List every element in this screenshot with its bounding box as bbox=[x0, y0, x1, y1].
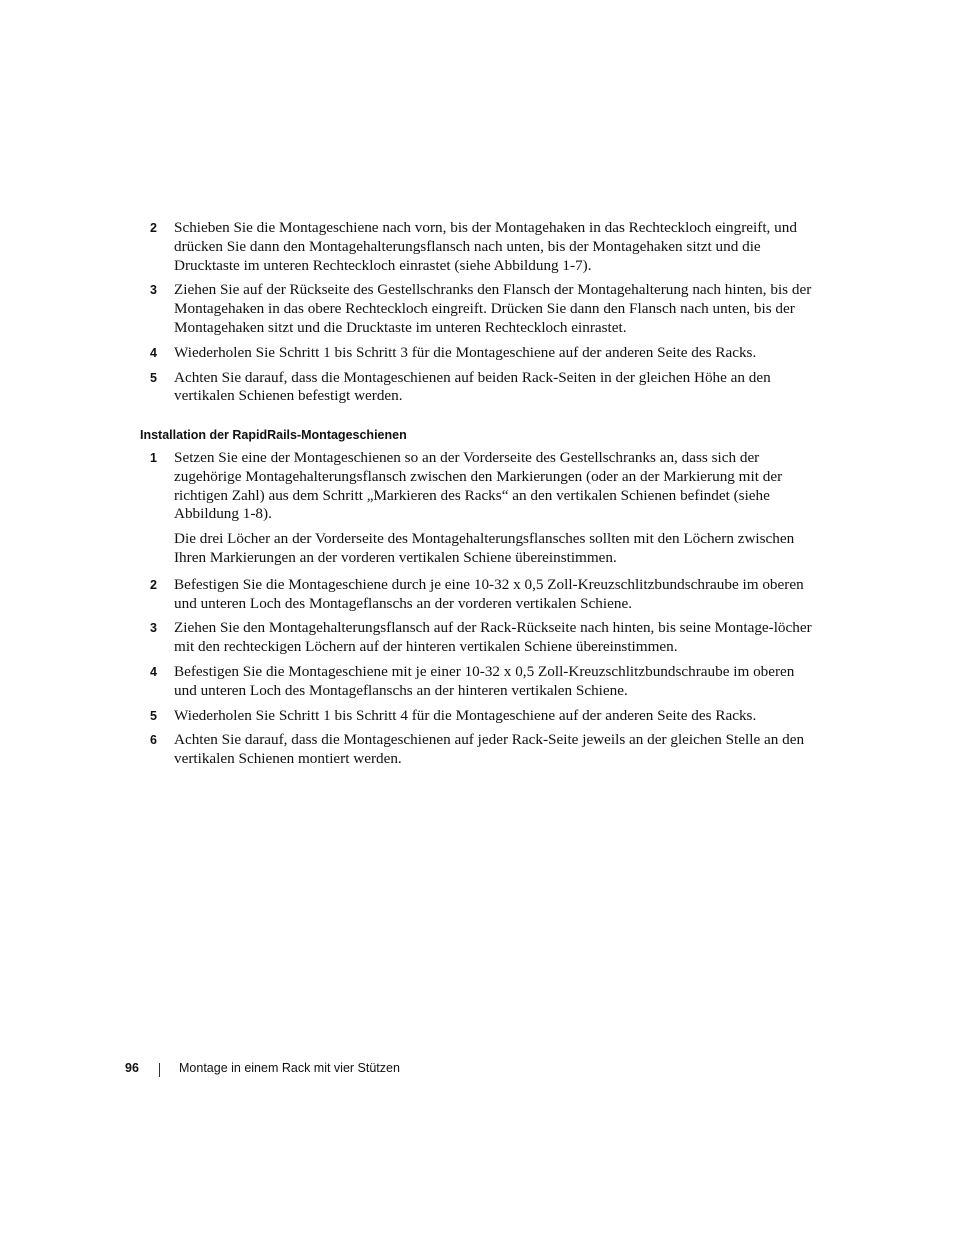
step-note: Die drei Löcher an der Vorderseite des Montagehalterungsflansches sollten mit den Löchern zwischen Ihren Markierungen an der vorderen vertikalen Schiene übereinstimmen. bbox=[174, 530, 795, 566]
step-number: 1 bbox=[150, 451, 157, 465]
section-heading: Installation der RapidRails-Montageschienen bbox=[140, 428, 407, 442]
step-number: 3 bbox=[150, 621, 157, 636]
step-number: 6 bbox=[150, 733, 157, 748]
footer-title: Montage in einem Rack mit vier Stützen bbox=[179, 1061, 400, 1075]
step-text: Setzen Sie eine der Montageschienen so an der Vorderseite des Gestellschranks an, dass sich der zugehörige Montagehalterungsflansch zwischen den Markierungen (oder an der Markierung mit der richtigen Zahl) aus dem Schritt „Markieren des Racks“ an den vertikalen Schienen befindet (siehe Abbildung 1-8). bbox=[174, 449, 783, 523]
step-text: Schieben Sie die Montageschiene nach vorn, bis der Montagehaken in das Rechteckloch eingreift, und drücken Sie dann den Montagehalterungsflansch nach unten, bis der Montagehaken sitzt und die Drucktaste im unteren Rechteckloch einrastet (siehe Abbildung 1-7). bbox=[174, 219, 797, 274]
list-item bbox=[0, 219, 954, 275]
list-item bbox=[0, 344, 954, 363]
list-item bbox=[0, 707, 954, 726]
list-item bbox=[0, 731, 954, 769]
list-item bbox=[0, 619, 954, 657]
step-text: Befestigen Sie die Montageschiene durch je eine 10-32 x 0,5 Zoll-Kreuzschlitzbundschraube im oberen und unteren Loch des Montageflanschs an der vorderen vertikalen Schiene. bbox=[174, 575, 804, 612]
footer-separator bbox=[159, 1063, 160, 1077]
step-number: 2 bbox=[150, 221, 157, 235]
step-text: Achten Sie darauf, dass die Montageschienen auf beiden Rack-Seiten in der gleichen Höhe an den vertikalen Schienen befestigt werden. bbox=[174, 368, 771, 405]
step-list-section-2 bbox=[0, 449, 954, 775]
page-number: 96 bbox=[125, 1061, 139, 1075]
list-item bbox=[0, 369, 954, 407]
list-item bbox=[0, 576, 954, 614]
step-number: 2 bbox=[150, 577, 157, 592]
step-text: Ziehen Sie auf der Rückseite des Gestellschranks den Flansch der Montagehalterung nach hinten, bis der Montagehaken in das obere Rechteckloch eingreift. Drücken Sie dann den Flansch nach unten, bis der Montagehaken sitzt und die Drucktaste im unteren Rechteckloch einrastet. bbox=[174, 281, 812, 336]
list-item bbox=[0, 449, 954, 568]
list-item bbox=[0, 663, 954, 701]
step-text: Befestigen Sie die Montageschiene mit je einer 10-32 x 0,5 Zoll-Kreuzschlitzbundschraube im oberen und unteren Loch des Montageflanschs an der hinteren vertikalen Schiene. bbox=[174, 662, 795, 699]
step-number: 5 bbox=[150, 370, 157, 385]
step-text: Ziehen Sie den Montagehalterungsflansch auf der Rack-Rückseite nach hinten, bis seine Montage-löcher mit den rechteckigen Löchern auf der hinteren vertikalen Schiene übereinstimmen. bbox=[174, 619, 812, 656]
step-number: 4 bbox=[150, 345, 157, 360]
step-list-section-1 bbox=[0, 219, 954, 412]
page-footer bbox=[0, 1061, 954, 1081]
step-number: 4 bbox=[150, 664, 157, 679]
list-item bbox=[0, 281, 954, 337]
step-text: Wiederholen Sie Schritt 1 bis Schritt 3 für die Montageschiene auf der anderen Seite des Racks. bbox=[174, 343, 757, 361]
step-text: Wiederholen Sie Schritt 1 bis Schritt 4 für die Montageschiene auf der anderen Seite des Racks. bbox=[174, 706, 757, 724]
step-number: 3 bbox=[150, 283, 157, 298]
step-text: Achten Sie darauf, dass die Montageschienen auf jeder Rack-Seite jeweils an der gleichen Stelle an den vertikalen Schienen montiert werden. bbox=[174, 731, 805, 768]
step-number: 5 bbox=[150, 708, 157, 723]
